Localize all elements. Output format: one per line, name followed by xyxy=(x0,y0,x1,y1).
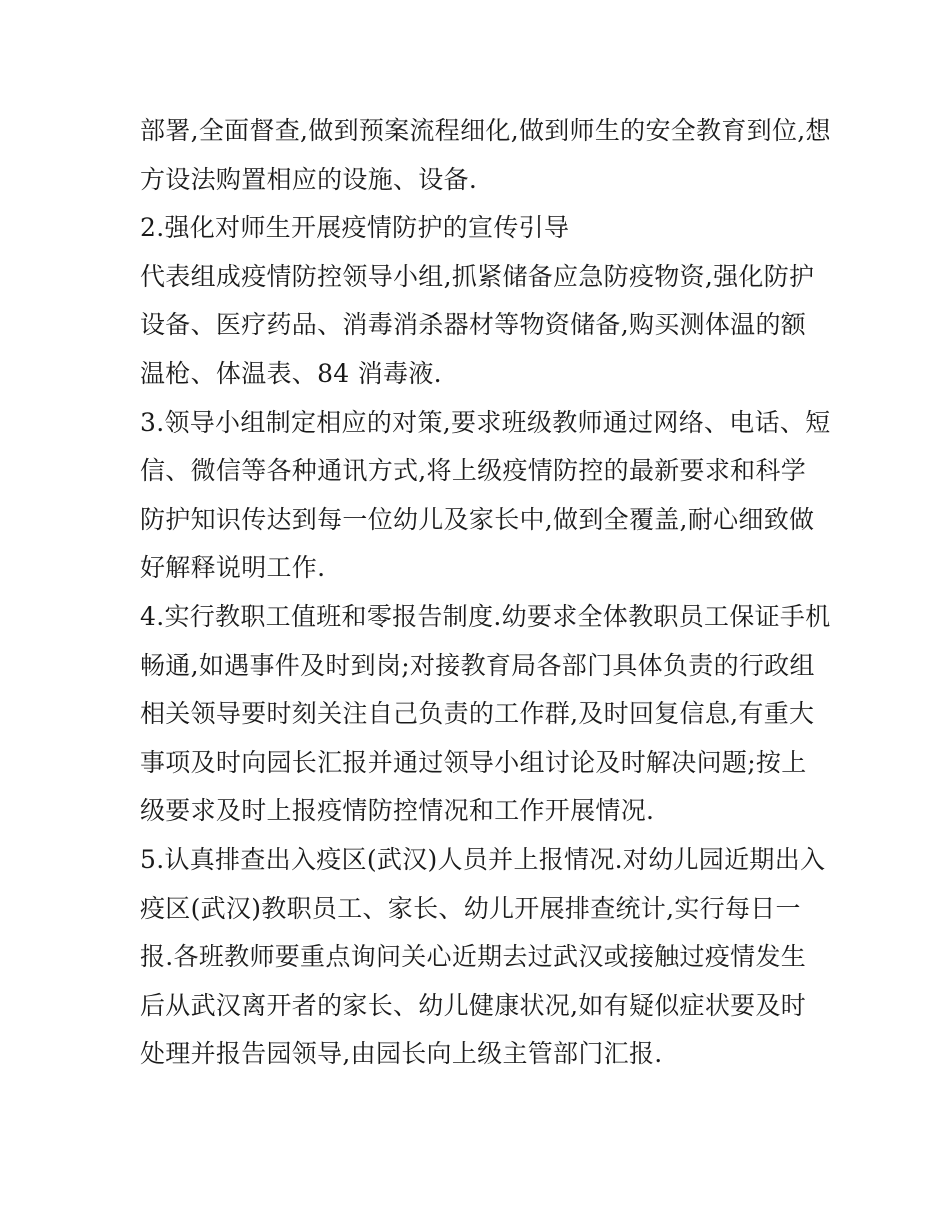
text-line: 温枪、体温表、84 消毒液. xyxy=(140,358,442,388)
text-line: 4.实行教职工值班和零报告制度.幼要求全体教职员工保证手机 xyxy=(140,601,831,631)
text-line: 代表组成疫情防控领导小组,抓紧储备应急防疫物资,强化防护 xyxy=(140,261,815,291)
text-line: 畅通,如遇事件及时到岗;对接教育局各部门具体负责的行政组 xyxy=(140,650,815,680)
text-line: 防护知识传达到每一位幼儿及家长中,做到全覆盖,耐心细致做 xyxy=(140,504,815,534)
text-line: 后从武汉离开者的家长、幼儿健康状况,如有疑似症状要及时 xyxy=(140,990,807,1020)
text-line: 5.认真排查出入疫区(武汉)人员并上报情况.对幼儿园近期出入 xyxy=(140,844,826,874)
document-body xyxy=(140,107,831,1079)
text-line: 设备、医疗药品、消毒消杀器材等物资储备,购买测体温的额 xyxy=(140,310,807,340)
text-line: 相关领导要时刻关注自己负责的工作群,及时回复信息,有重大 xyxy=(140,699,815,729)
text-line: 处理并报告园领导,由园长向上级主管部门汇报. xyxy=(140,1039,663,1069)
text-line: 事项及时向园长汇报并通过领导小组讨论及时解决问题;按上 xyxy=(140,747,807,777)
text-line: 报.各班教师要重点询问关心近期去过武汉或接触过疫情发生 xyxy=(140,942,807,972)
section-heading: 2.强化对师生开展疫情防护的宣传引导 xyxy=(140,213,570,243)
text-line: 级要求及时上报疫情防控情况和工作开展情况. xyxy=(140,796,655,826)
text-line: 好解释说明工作. xyxy=(140,553,326,583)
text-line: 方设法购置相应的设施、设备. xyxy=(140,164,478,194)
text-line: 部署,全面督查,做到预案流程细化,做到师生的安全教育到位,想 xyxy=(140,116,831,145)
text-line: 3.领导小组制定相应的对策,要求班级教师通过网络、电话、短 xyxy=(140,407,831,437)
text-line: 信、微信等各种通讯方式,将上级疫情防控的最新要求和科学 xyxy=(140,456,807,486)
text-line: 疫区(武汉)教职员工、家长、幼儿开展排查统计,实行每日一 xyxy=(140,893,801,923)
